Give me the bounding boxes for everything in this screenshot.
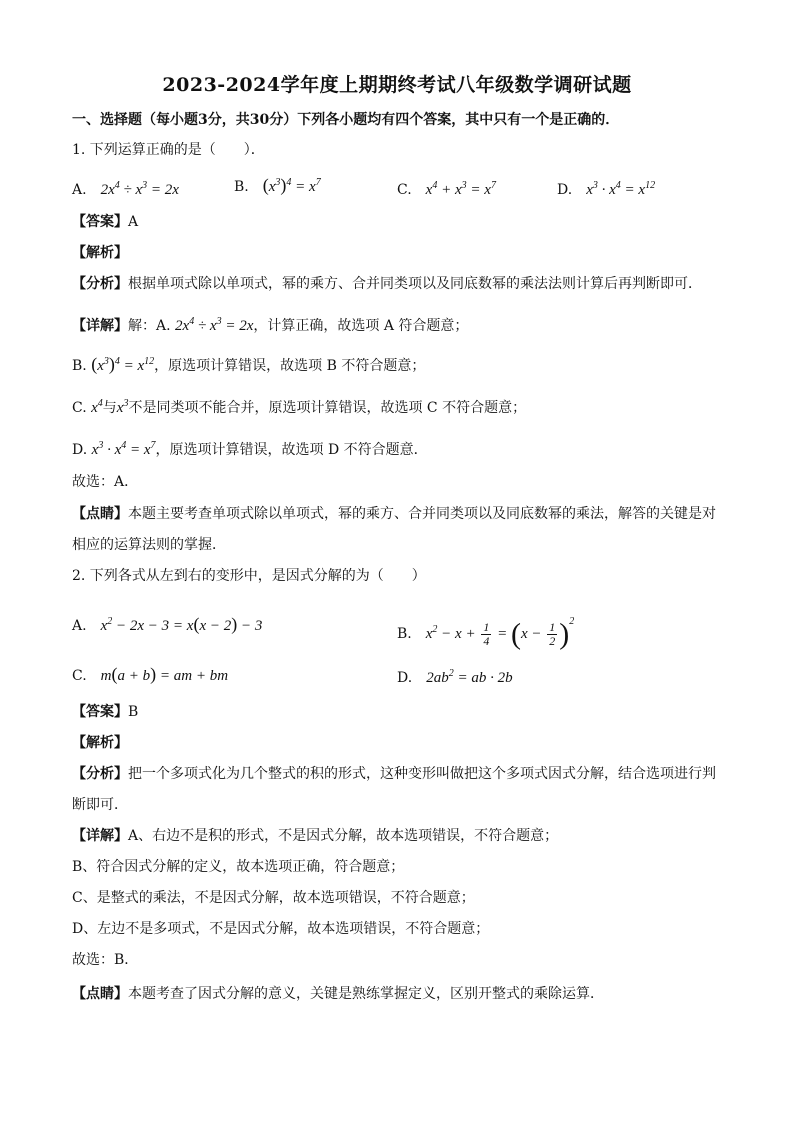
page-title: 2023-2024学年度上期期终考试八年级数学调研试题 bbox=[162, 74, 632, 96]
q2-stem: 2. 下列各式从左到右的变形中，是因式分解的为（ ） bbox=[72, 568, 426, 584]
q1-option-c: C. $x^4 + x^3 = x^7$ bbox=[397, 180, 496, 198]
q1-detail-a: 【详解】解：A. $2x^4 \div x^3 = 2x$，计算正确，故选项 A 符合题意； bbox=[72, 316, 469, 334]
q2-option-a: A. $x^2 - 2x - 3 = x(x - 2) - 3$ bbox=[72, 614, 263, 634]
q2-fenxi: 【分析】把一个多项式化为几个整式的积的形式，这种变形叫做把这个多项式因式分解，结合选项进行判 bbox=[72, 766, 716, 782]
q1-analysis-tag: 【解析】 bbox=[72, 245, 128, 261]
section-heading: 一、选择题（每小题3分，共30分）下列各小题均有四个答案，其中只有一个是正确的． bbox=[72, 112, 620, 128]
q1-answer: 【答案】A bbox=[72, 214, 139, 230]
q1-option-d: D. $x^3 \cdot x^4 = x^{12}$ bbox=[557, 180, 656, 198]
q1-option-a: A. $2x^4 \div x^3 = 2x$ bbox=[72, 180, 179, 198]
q2-answer: 【答案】B bbox=[72, 704, 139, 720]
q1-detail-d: D. $x^3 \cdot x^4 = x^7$，原选项计算错误，故选项 D 不符合题意． bbox=[72, 440, 428, 458]
q2-analysis-tag: 【解析】 bbox=[72, 735, 128, 751]
q2-option-b: B. $x^2 - x$ + $\frac{1}{4}$ = (x − $\frac{1}{2}$ )$^2$ bbox=[397, 616, 575, 651]
q1-detail-c: C. $x^4$与$x^3$不是同类项不能合并，原选项计算错误，故选项 C 不符合题意； bbox=[72, 398, 527, 416]
q1-dianjing-cont: 相应的运算法则的掌握． bbox=[72, 537, 226, 553]
q1-fenxi: 【分析】根据单项式除以单项式，幂的乘方、合并同类项以及同底数幂的乘法法则计算后再判断即可． bbox=[72, 276, 702, 292]
q1-option-b: B. $(x^3)^4 = x^7$ bbox=[234, 175, 321, 195]
q1-dianjing: 【点睛】本题主要考查单项式除以单项式，幂的乘方、合并同类项以及同底数幂的乘法，解答的关键是对 bbox=[72, 506, 716, 522]
q2-detail-a: 【详解】A、右边不是积的形式，不是因式分解，故本选项错误，不符合题意； bbox=[72, 828, 559, 844]
q1-stem: 1. 下列运算正确的是（ ）． bbox=[72, 142, 265, 158]
q2-option-d: D. $2ab^2$ = ab · 2b bbox=[397, 668, 513, 686]
q2-detail-c: C、是整式的乘法，不是因式分解，故本选项错误，不符合题意； bbox=[72, 890, 475, 906]
q2-fenxi-cont: 断即可． bbox=[72, 797, 128, 813]
q2-option-c: C. m(a + b) = am + bm bbox=[72, 664, 229, 684]
q2-detail-d: D、左边不是多项式，不是因式分解，故本选项错误，不符合题意； bbox=[72, 921, 490, 937]
q1-choose: 故选：A． bbox=[72, 474, 139, 490]
q2-dianjing: 【点睛】本题考查了因式分解的意义，关键是熟练掌握定义，区别开整式的乘除运算． bbox=[72, 986, 604, 1002]
q2-detail-b: B、符合因式分解的定义，故本选项正确，符合题意； bbox=[72, 859, 405, 875]
q2-choose: 故选：B． bbox=[72, 952, 139, 968]
q1-detail-b: B. $(x^3)^4 = x^{12}$，原选项计算错误，故选项 B 不符合题意； bbox=[72, 354, 426, 374]
